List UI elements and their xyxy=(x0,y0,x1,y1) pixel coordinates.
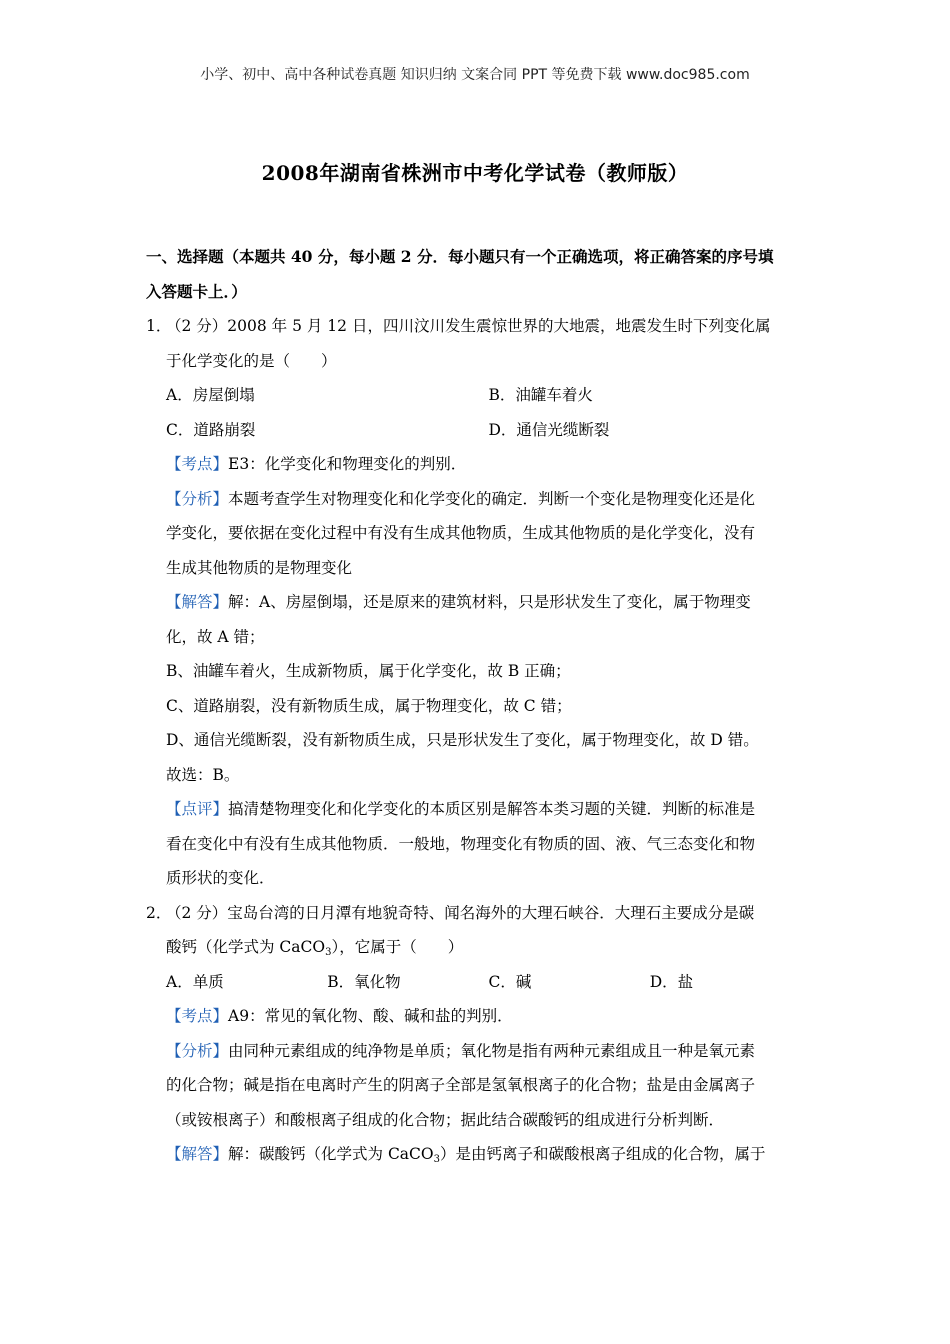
fenxi-text: 本题考查学生对物理变化和化学变化的确定．判断一个变化是物理变化还是化 xyxy=(228,489,756,508)
question-2-stem xyxy=(146,896,811,931)
document-body xyxy=(146,240,811,1172)
page-title: 2008年湖南省株洲市中考化学试卷（教师版） xyxy=(261,161,689,185)
page-header: 小学、初中、高中各种试卷真题 知识归纳 文案合同 PPT 等免费下载 www.doc985.com xyxy=(200,67,750,83)
question-1-stem-cont: 于化学变化的是（ ） xyxy=(166,351,337,370)
question-1-options-row2 xyxy=(146,413,811,448)
q1-fenxi-line: 生成其他物质的是物理变化 xyxy=(166,558,353,577)
jieda-text: ）是由钙离子和碳酸根离子组成的化合物，属于 xyxy=(440,1145,766,1163)
option-d: D．通信光缆断裂 xyxy=(488,420,610,439)
section-heading-cont: 入答题卡上．） xyxy=(146,281,247,301)
subscript: 3 xyxy=(325,947,332,958)
q1-jieda-line: 故选：B。 xyxy=(166,765,240,784)
jieda-text: 解：A、房屋倒塌，还是原来的建筑材料，只是形状发生了变化，属于物理变 xyxy=(228,593,751,611)
q1-jieda-line: 化，故 A 错； xyxy=(166,627,265,646)
stem-text: ），它属于（ ） xyxy=(331,938,464,956)
q1-dianping-line: 质形状的变化． xyxy=(166,869,275,887)
jieda-tag: 【解答】 xyxy=(166,593,229,611)
question-1-options-row1 xyxy=(146,378,811,413)
q1-jieda xyxy=(146,585,811,620)
dianping-tag: 【点评】 xyxy=(166,800,229,818)
q2-fenxi-line: （或铵根离子）和酸根离子组成的化合物；据此结合碳酸钙的组成进行分析判断． xyxy=(166,1110,725,1129)
subscript: 3 xyxy=(433,1154,440,1165)
fenxi-text: 由同种元素组成的纯净物是单质；氧化物是指有两种元素组成且一种是氧元素 xyxy=(228,1041,756,1060)
q1-fenxi-line: 学变化，要依据在变化过程中有没有生成其他物质，生成其他物质的是化学变化，没有 xyxy=(166,524,756,542)
stem-text: 酸钙（化学式为 CaCO xyxy=(166,938,326,956)
q1-jieda-line: B、油罐车着火，生成新物质，属于化学变化，故 B 正确； xyxy=(166,662,571,680)
kaodian-text: E3：化学变化和物理变化的判别． xyxy=(228,455,467,473)
kaodian-text: A9：常见的氧化物、酸、碱和盐的判别． xyxy=(228,1007,513,1025)
option-a: A．房屋倒塌 xyxy=(166,386,255,404)
option-d: D．盐 xyxy=(649,972,694,991)
fenxi-tag: 【分析】 xyxy=(166,489,229,508)
question-2-options xyxy=(146,965,811,1000)
question-number: 1． xyxy=(146,317,172,335)
question-number: 2． xyxy=(146,903,172,922)
option-a: A．单质 xyxy=(166,972,224,991)
q1-jieda-line: D、通信光缆断裂，没有新物质生成，只是形状发生了变化，属于物理变化，故 D 错。 xyxy=(166,731,759,749)
q2-fenxi-line: 的化合物；碱是指在电离时产生的阴离子全部是氢氧根离子的化合物；盐是由金属离子 xyxy=(166,1076,756,1094)
stem-text: （2 分）宝岛台湾的日月潭有地貌奇特、闻名海外的大理石峡谷．大理石主要成分是碳 xyxy=(166,903,755,922)
jieda-text: 解：碳酸钙（化学式为 CaCO xyxy=(228,1145,434,1163)
jieda-tag: 【解答】 xyxy=(166,1145,229,1163)
dianping-text: 搞清楚物理变化和化学变化的本质区别是解答本类习题的关键．判断的标准是 xyxy=(228,800,756,818)
kaodian-tag: 【考点】 xyxy=(166,455,229,473)
q1-kaodian xyxy=(146,447,811,482)
q1-dianping xyxy=(146,792,811,827)
option-c: C．碱 xyxy=(488,972,532,991)
q1-jieda-line: C、道路崩裂，没有新物质生成，属于物理变化，故 C 错； xyxy=(166,696,572,715)
q2-jieda xyxy=(146,1137,811,1172)
q1-fenxi xyxy=(146,482,811,517)
fenxi-tag: 【分析】 xyxy=(166,1041,229,1060)
q2-kaodian xyxy=(146,999,811,1034)
kaodian-tag: 【考点】 xyxy=(166,1007,229,1025)
option-c: C．道路崩裂 xyxy=(166,420,256,439)
stem-text: （2 分）2008 年 5 月 12 日，四川汶川发生震惊世界的大地震，地震发生时下列变化属 xyxy=(166,317,771,335)
question-1-stem xyxy=(146,309,811,344)
q2-fenxi xyxy=(146,1034,811,1069)
question-2-stem-cont xyxy=(146,930,811,965)
section-heading: 一、选择题（本题共 40 分，每小题 2 分．每小题只有一个正确选项，将正确答案的序号填 xyxy=(146,247,774,266)
option-b: B．油罐车着火 xyxy=(488,386,593,404)
q1-dianping-line: 看在变化中有没有生成其他物质．一般地，物理变化有物质的固、液、气三态变化和物 xyxy=(166,834,756,853)
option-b: B．氧化物 xyxy=(327,972,401,991)
